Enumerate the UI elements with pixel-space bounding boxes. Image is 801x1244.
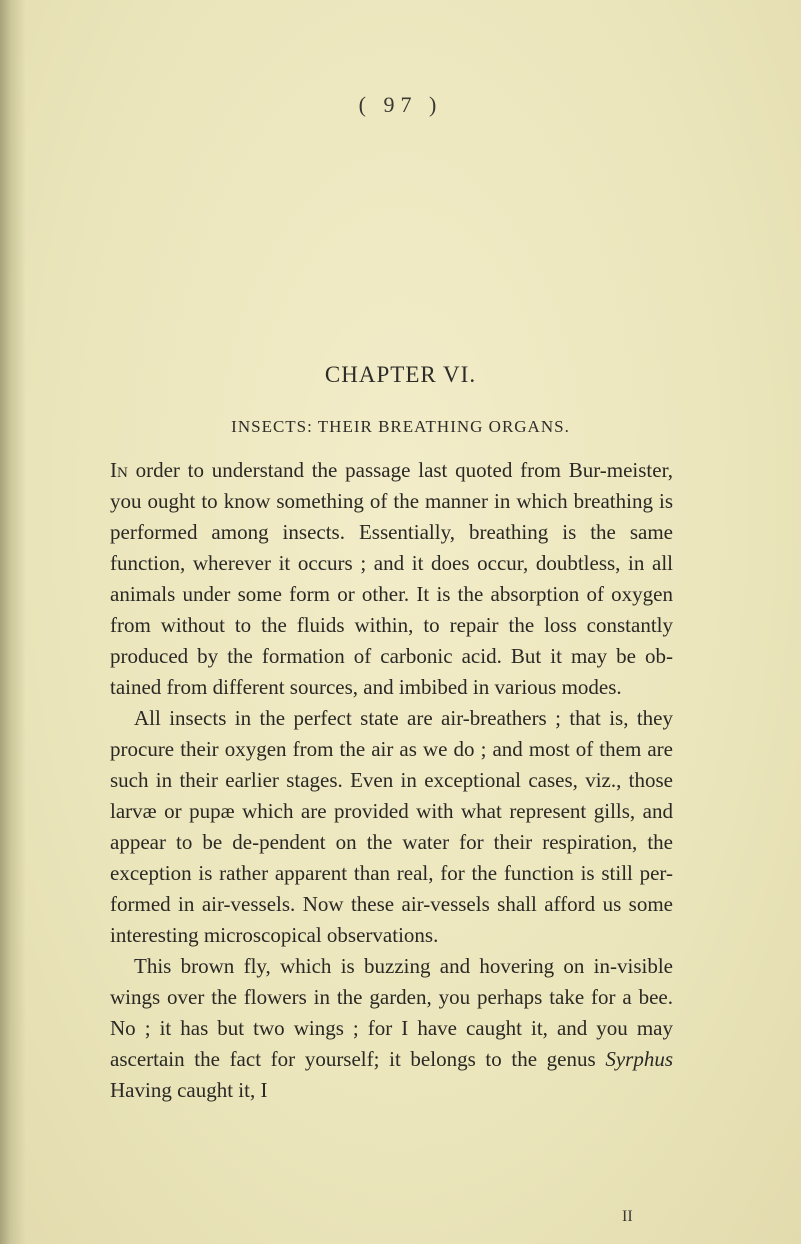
chapter-title: CHAPTER VI. — [324, 362, 477, 387]
paragraph-3 — [110, 951, 673, 1106]
paragraph-1 — [110, 455, 673, 703]
page-number: ( 97 ) — [358, 92, 443, 117]
lead-word: In — [110, 458, 128, 482]
body-text — [110, 455, 673, 1106]
paragraph-2: All insects in the perfect state are air-breathers ; that is, they procure their oxygen from the air as we do ; and most of them are such in their earlier stages. Even in exceptional cases, viz., those larvæ or pupæ which are provided with what represent gills, and appear to be de-pendent on the water for their respiration, the exception is rather apparent than real, for the function is still per-formed in air-vessels. Now these air-vessels shall afford us some interesting microscopical observations. — [110, 706, 673, 947]
genus-name: Syrphus — [605, 1047, 673, 1071]
paragraph-1-text: order to understand the passage last quoted from Bur-meister, you ought to know something of the manner in which breathing is performed among insects. Essentially, breathing is the same function, wherever it occurs ; and it does occur, doubtless, in all animals under some form or other. It is the absorption of oxygen from without to the fluids within, to repair the loss constantly produced by the formation of carbonic acid. But it may be ob-tained from different sources, and imbibed in various modes. — [110, 458, 673, 699]
chapter-subtitle: INSECTS: THEIR BREATHING ORGANS. — [231, 417, 570, 436]
binding-shadow — [0, 0, 26, 1244]
paragraph-3-text-after: Having caught it, I — [110, 1078, 268, 1102]
signature-mark: II — [622, 1208, 633, 1225]
paragraph-3-text-before: This brown fly, which is buzzing and hovering on in-visible wings over the flowers in the garden, you perhaps take for a bee. No ; it has but two wings ; for I have caught it, and you may ascertain the fact for yourself; it belongs to the genus — [110, 954, 673, 1071]
